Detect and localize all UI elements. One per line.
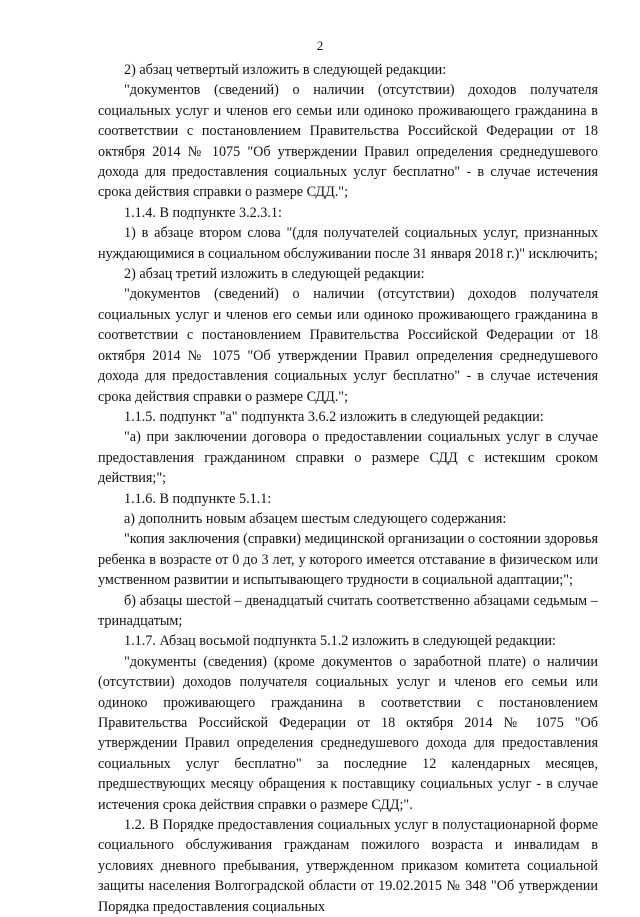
paragraph: "копия заключения (справки) медицинской организации о состоянии здоровья ребенка в возрасте от 0 до 3 лет, у которого имеется отставание в физическом или умственном развитии и испытывающего трудности в социальной адаптации;"; [98, 531, 598, 589]
paragraph: 1.1.4. В подпункте 3.2.3.1: [124, 204, 282, 221]
paragraph: 1) в абзаце втором слова "(для получателей социальных услуг, признанных нуждающимися в социальном обслуживании после 31 января 2018 г.)" исключить; [98, 225, 598, 262]
paragraph: "документы (сведения) (кроме документов о заработной плате) о наличии (отсутствии) доходов получателя социальных услуг и членов его семьи или одиноко проживающего гражданина в соответствии с постановлением Правительства Российской Федерации от 18 октября 2014 № 1075 "Об утверждении Правил определения среднедушевого дохода для предоставления социальных услуг бесплатно" за последние 12 календарных месяцев, предшествующих месяцу обращения к поставщику социальных услуг - в случае истечения срока действия справки о размере СДД;". [98, 653, 598, 813]
paragraph: "документов (сведений) о наличии (отсутствии) доходов получателя социальных услуг и членов его семьи или одиноко проживающего гражданина в соответствии с постановлением Правительства Российской Федерации от 18 октября 2014 № 1075 "Об утверждении Правил определения среднедушевого дохода для предоставления социальных услуг бесплатно" - в случае истечения срока действия справки о размере СДД."; [98, 286, 598, 405]
document-body [98, 60, 598, 917]
paragraph: "документов (сведений) о наличии (отсутствии) доходов получателя социальных услуг и членов его семьи или одиноко проживающего гражданина в соответствии с постановлением Правительства Российской Федерации от 18 октября 2014 № 1075 "Об утверждении Правил определения среднедушевого дохода для предоставления социальных услуг бесплатно" - в случае истечения срока действия справки о размере СДД."; [98, 82, 598, 201]
paragraph: 1.2. В Порядке предоставления социальных услуг в полустационарной форме социального обслуживания гражданам пожилого возраста и инвалидам в условиях дневного пребывания, утвержденном приказом комитета социальной защиты населения Волгоградской области от 19.02.2015 № 348 "Об утверждении Порядка предоставления социальных [98, 817, 598, 915]
paragraph: 1.1.5. подпункт "а" подпункта 3.6.2 изложить в следующей редакции: [124, 408, 544, 425]
paragraph: б) абзацы шестой – двенадцатый считать соответственно абзацами седьмым – тринадцатым; [98, 592, 598, 629]
paragraph: 1.1.6. В подпункте 5.1.1: [124, 490, 272, 507]
paragraph: 1.1.7. Абзац восьмой подпункта 5.1.2 изложить в следующей редакции: [124, 633, 556, 650]
paragraph: а) дополнить новым абзацем шестым следующего содержания: [124, 510, 507, 527]
paragraph: "а) при заключении договора о предоставлении социальных услуг в случае предоставления гражданином справки о размере СДД с истекшим сроком действия;"; [98, 429, 598, 487]
paragraph: 2) абзац четвертый изложить в следующей редакции: [124, 62, 447, 78]
page-number: 2 [316, 38, 324, 53]
paragraph: 2) абзац третий изложить в следующей редакции: [124, 266, 425, 283]
